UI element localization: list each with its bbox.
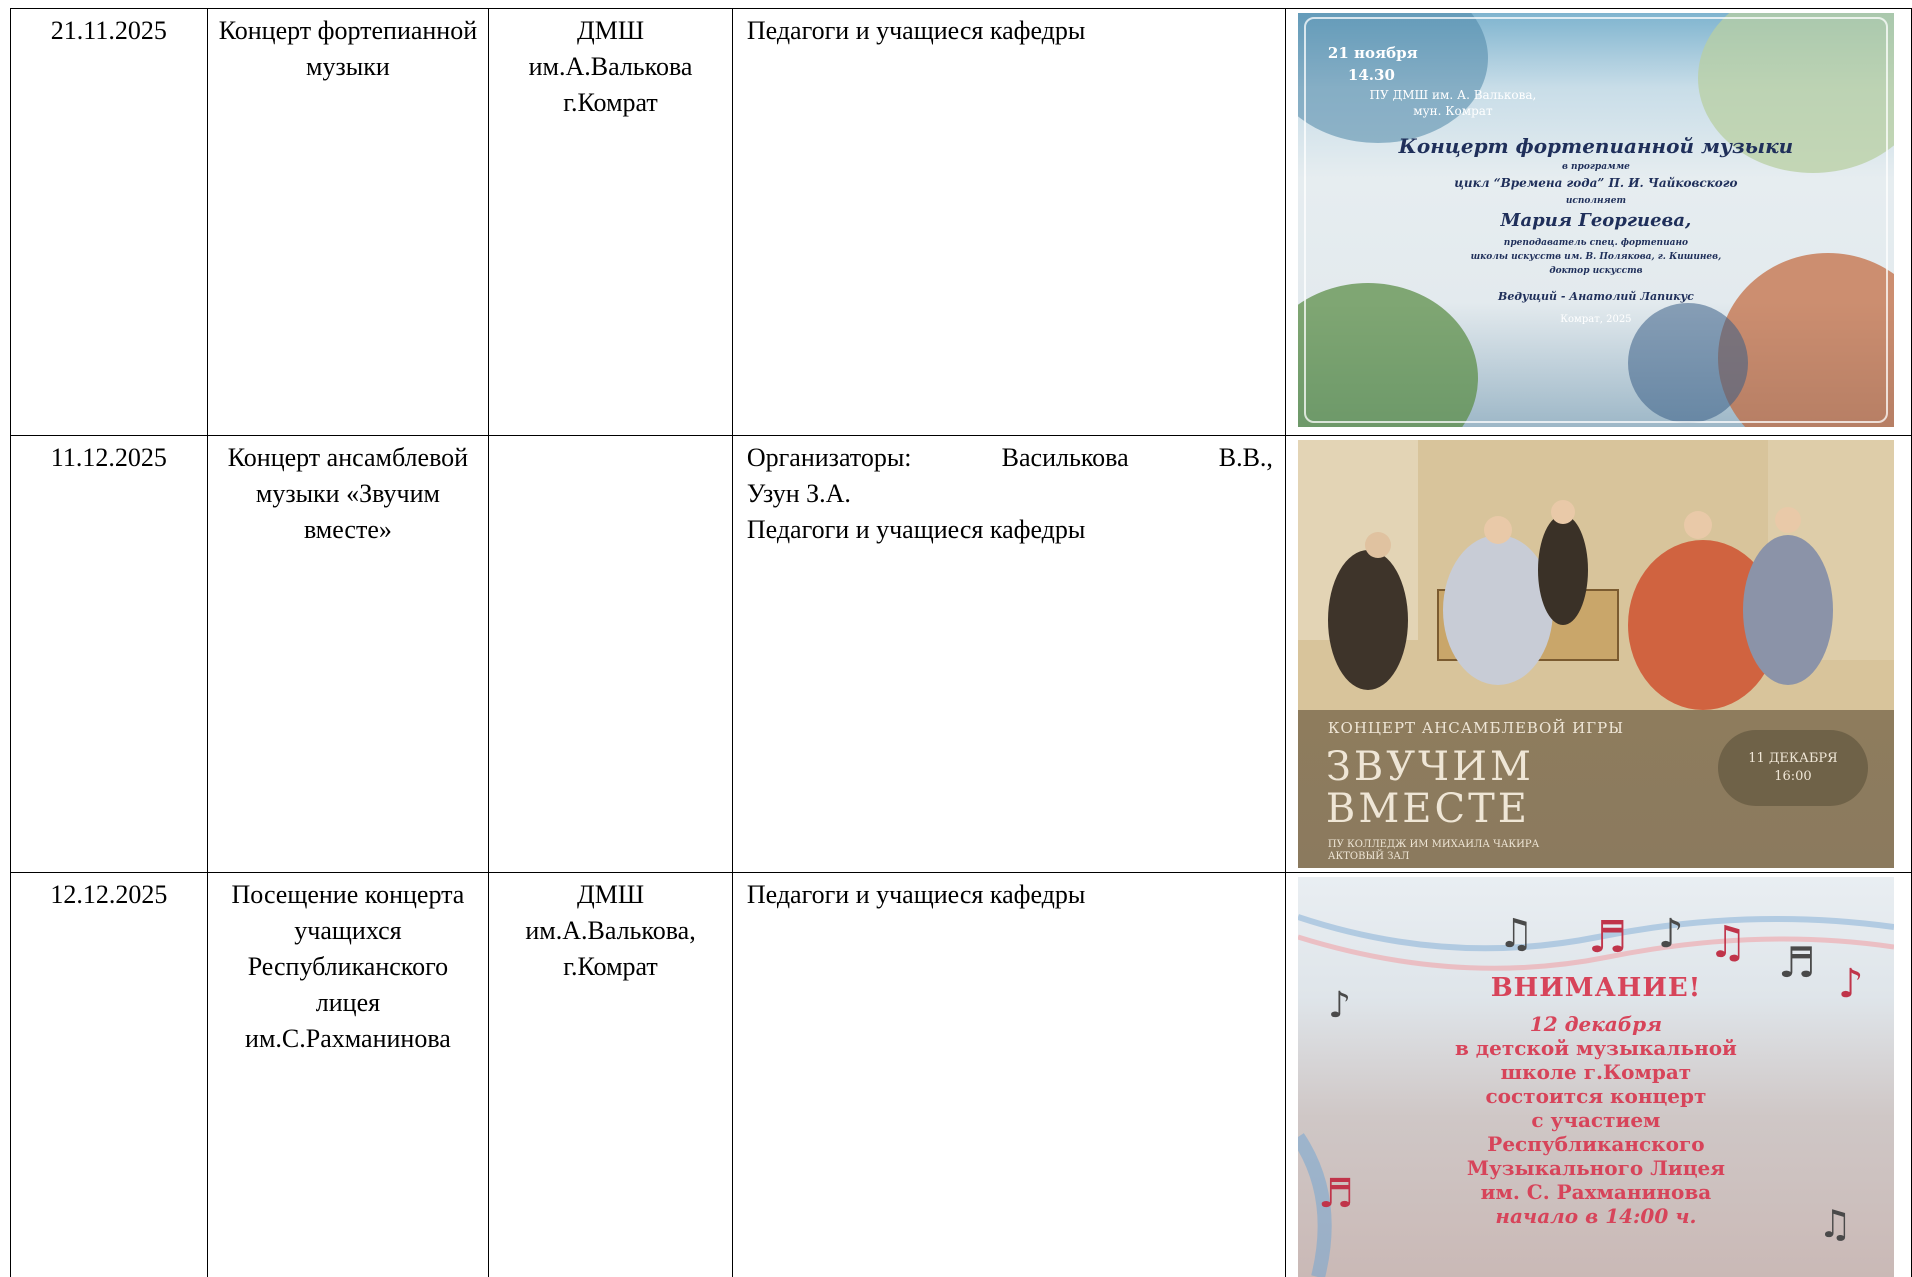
poster-role: преподаватель спец. фортепиано [1298,237,1894,249]
poster-subtitle: в программе [1298,161,1894,173]
poster-venue: ПУ КОЛЛЕДЖ ИМ МИХАИЛА ЧАКИРА [1328,838,1539,852]
svg-text:♪: ♪ [1838,961,1864,1007]
participants-line: Педагоги и учащиеся кафедры [747,512,1273,548]
svg-text:♬: ♬ [1318,1171,1354,1217]
svg-text:♫: ♫ [1498,911,1534,957]
poster-line: школе г.Комрат [1298,1059,1894,1087]
name-cell [207,9,489,436]
event-name: Посещение концерта учащихся Республиканского лицея им.С.Рахманинова [208,873,489,1056]
poster-line: Музыкального Лицея [1298,1155,1894,1183]
participants-line: Педагоги и учащиеся кафедры [747,13,1273,49]
poster-line: 12 декабря [1298,1011,1894,1039]
poster-cell [1285,436,1911,873]
name-cell [207,873,489,1277]
poster-cell [1285,873,1911,1277]
poster-line: с участием [1298,1107,1894,1135]
event-place: ДМШ им.А.Валькова, г.Комрат [489,873,732,985]
event-date: 21.11.2025 [11,9,207,49]
svg-text:♫: ♫ [1818,1202,1852,1246]
svg-text:♬: ♬ [1778,938,1816,987]
event-date: 12.12.2025 [11,873,207,913]
poster-line: Республиканского [1298,1131,1894,1159]
poster-piano-concert [1298,13,1894,427]
svg-text:♪: ♪ [1328,985,1351,1026]
date-cell [11,9,208,436]
poster-performs: исполняет [1298,195,1894,207]
poster-attention [1298,877,1894,1277]
poster-role-school: школы искусств им. В. Полякова, г. Кишинев, [1298,251,1894,263]
poster-host: Ведущий - Анатолий Лапикус [1298,289,1894,304]
events-table [10,8,1912,1277]
poster-cell [1285,9,1911,436]
poster-line: им. С. Рахманинова [1298,1179,1894,1207]
place-cell [489,9,733,436]
event-name: Концерт ансамблевой музыки «Звучим вместе» [208,436,489,548]
table-row [11,9,1912,436]
place-cell [489,436,733,873]
event-place [489,436,732,440]
poster-date: 11 ДЕКАБРЯ [1718,750,1868,768]
poster-venue: ПУ ДМШ им. А. Валькова, [1298,87,1608,104]
poster-time: 16:00 [1718,768,1868,786]
poster-line: в детской музыкальной [1298,1035,1894,1063]
participants-line: Педагоги и учащиеся кафедры [747,877,1273,913]
participants-cell [732,9,1285,436]
poster-heading: ВНИМАНИЕ! [1298,971,1894,1007]
poster-line: состоится концерт [1298,1083,1894,1111]
participants-line: Узун З.А. [747,476,1273,512]
name-cell [207,436,489,873]
poster-line: начало в 14:00 ч. [1298,1203,1894,1231]
svg-text:♬: ♬ [1588,912,1627,963]
poster-time: 14.30 [1348,65,1395,86]
date-cell [11,873,208,1277]
poster-venue-hall: АКТОВЫЙ ЗАЛ [1328,850,1409,864]
poster-kicker: КОНЦЕРТ АНСАМБЛЕВОЙ ИГРЫ [1328,718,1624,739]
poster-venue-city: мун. Комрат [1298,103,1608,120]
poster-title: Концерт фортепианной музыки [1298,133,1894,161]
svg-text:♪: ♪ [1658,911,1684,957]
poster-role-degree: доктор искусств [1298,265,1894,277]
event-date: 11.12.2025 [11,436,207,476]
event-name: Концерт фортепианной музыки [208,9,489,85]
painting-musicians [1298,440,1894,710]
poster-performer: Мария Георгиева, [1298,209,1894,234]
poster-date: 21 ноября [1328,43,1418,64]
poster-ensemble-concert [1298,440,1894,868]
poster-title: ЗВУЧИМ [1326,740,1534,795]
poster-footer: Комрат, 2025 [1298,313,1894,327]
table-row [11,436,1912,873]
svg-text:♫: ♫ [1708,917,1747,968]
participants-cell [732,873,1285,1277]
participants-line: Организаторы: Василькова В.В., [747,440,1273,476]
poster-title-second: ВМЕСТЕ [1326,782,1530,837]
table-row [11,873,1912,1277]
event-place: ДМШ им.А.Валькова г.Комрат [489,9,732,121]
participants-cell [732,436,1285,873]
date-cell [11,436,208,873]
poster-program: цикл “Времена года” П. И. Чайковского [1298,175,1894,192]
place-cell [489,873,733,1277]
